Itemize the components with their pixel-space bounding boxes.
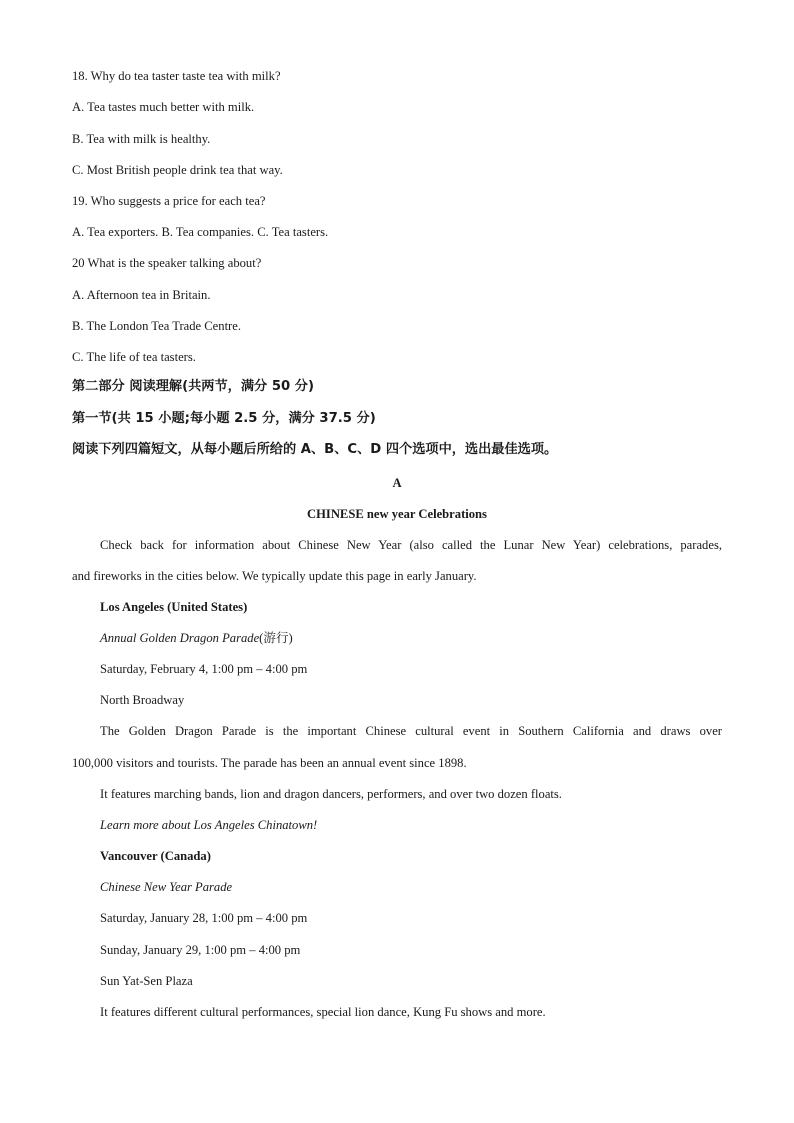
- q20-option-c: C. The life of tea tasters.: [72, 350, 196, 364]
- passage-title: CHINESE new year Celebrations: [307, 507, 487, 521]
- q18-option-a: A. Tea tastes much better with milk.: [72, 100, 255, 114]
- part2-heading: 第二部分 阅读理解(共两节，满分 50 分): [72, 379, 314, 394]
- q20-option-b: B. The London Tea Trade Centre.: [72, 319, 241, 333]
- la-chinatown-link: Learn more about Los Angeles Chinatown!: [100, 818, 318, 832]
- q18-option-c: C. Most British people drink tea that way.: [72, 163, 283, 177]
- la-place: North Broadway: [100, 693, 185, 707]
- la-event-name: Annual Golden Dragon Parade: [100, 631, 260, 645]
- q19-options: A. Tea exporters. B. Tea companies. C. Tea tasters.: [72, 225, 329, 239]
- la-city-heading: Los Angeles (United States): [100, 600, 248, 614]
- la-time: Saturday, February 4, 1:00 pm – 4:00 pm: [100, 662, 308, 676]
- question-19: 19. Who suggests a price for each tea?: [72, 194, 266, 208]
- la-desc-line-2: 100,000 visitors and tourists. The parade has been an annual event since 1898.: [72, 756, 467, 770]
- vancouver-desc: It features different cultural performances, special lion dance, Kung Fu shows and more.: [100, 1005, 546, 1019]
- section1-heading: 第一节(共 15 小题;每小题 2.5 分，满分 37.5 分): [72, 411, 376, 426]
- question-18: 18. Why do tea taster taste tea with milk?: [72, 69, 281, 83]
- passage-letter: A: [392, 476, 402, 490]
- q18-option-b: B. Tea with milk is healthy.: [72, 132, 211, 146]
- intro-line-1: Check back for information about Chinese New Year (also called the Lunar New Year) celebrations, parades,: [100, 538, 722, 552]
- vancouver-place: Sun Yat-Sen Plaza: [100, 974, 193, 988]
- intro-line-2: and fireworks in the cities below. We typically update this page in early January.: [72, 569, 477, 583]
- la-event-note: (游行): [259, 631, 293, 645]
- reading-instruction: 阅读下列四篇短文，从每小题后所给的 A、B、C、D 四个选项中，选出最佳选项。: [72, 442, 558, 457]
- vancouver-city-heading: Vancouver (Canada): [100, 849, 211, 863]
- vancouver-event: Chinese New Year Parade: [100, 880, 233, 894]
- q20-option-a: A. Afternoon tea in Britain.: [72, 288, 211, 302]
- la-event: [100, 630, 293, 646]
- vancouver-time-2: Sunday, January 29, 1:00 pm – 4:00 pm: [100, 943, 301, 957]
- question-20: 20 What is the speaker talking about?: [72, 256, 262, 270]
- la-desc-line-1: The Golden Dragon Parade is the important Chinese cultural event in Southern California and draws over: [100, 724, 722, 738]
- vancouver-time-1: Saturday, January 28, 1:00 pm – 4:00 pm: [100, 911, 308, 925]
- la-desc-2: It features marching bands, lion and dragon dancers, performers, and over two dozen floats.: [100, 787, 562, 801]
